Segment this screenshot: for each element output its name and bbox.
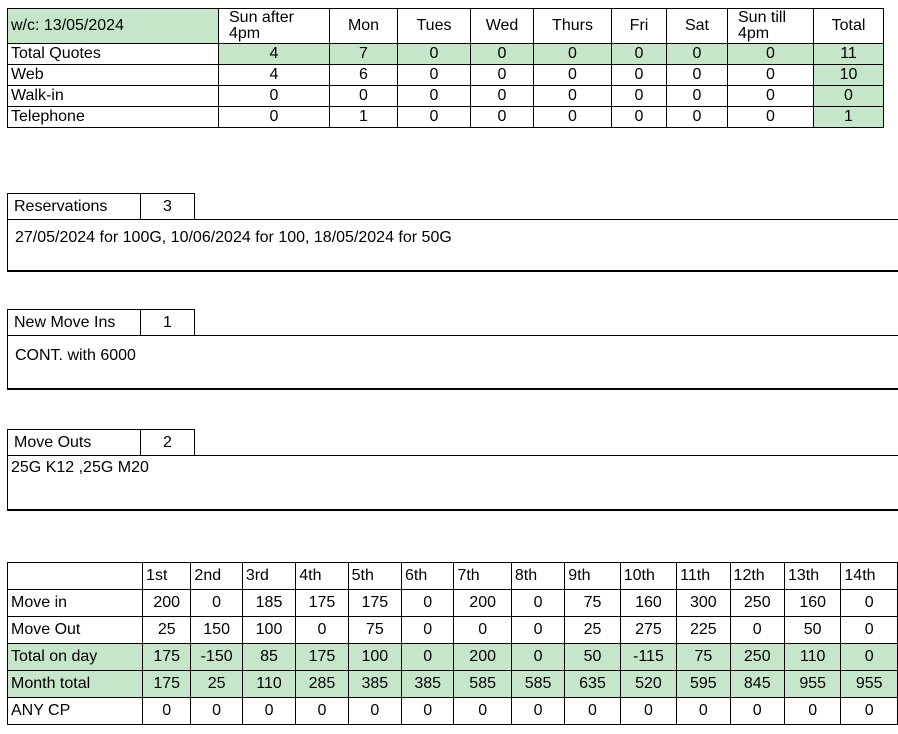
- cell: 0: [841, 590, 898, 617]
- col-sat: Sat: [667, 9, 728, 44]
- day-header: 9th: [565, 563, 620, 590]
- move-outs-box: [7, 433, 898, 511]
- day-header: 2nd: [191, 563, 242, 590]
- reservations-details: 27/05/2024 for 100G, 10/06/2024 for 100, 18/05/2024 for 50G: [15, 229, 452, 246]
- day-header: 1st: [143, 563, 191, 590]
- quotes-table: [7, 8, 884, 128]
- move-outs-details: 25G K12 ,25G M20: [11, 459, 149, 476]
- cell: 585: [511, 671, 564, 698]
- cell: 0: [402, 617, 454, 644]
- daily-row-move-out: [8, 617, 898, 644]
- cell: 0: [841, 644, 898, 671]
- cell: 110: [784, 644, 840, 671]
- day-header: 4th: [296, 563, 348, 590]
- cell: 0: [471, 65, 534, 86]
- total-cell: 11: [814, 44, 884, 65]
- cell: 0: [511, 644, 564, 671]
- cell: 385: [348, 671, 401, 698]
- cell: 250: [730, 590, 784, 617]
- cell: 0: [534, 107, 612, 128]
- cell: 0: [730, 698, 784, 725]
- daily-row-move-in: [8, 590, 898, 617]
- cell: 0: [667, 44, 728, 65]
- cell: 520: [620, 671, 676, 698]
- day-header: 5th: [348, 563, 401, 590]
- cell: 4: [219, 44, 330, 65]
- cell: 0: [511, 617, 564, 644]
- cell: 0: [784, 698, 840, 725]
- cell: 85: [242, 644, 295, 671]
- week-commencing-cell: w/c: 13/05/2024: [8, 9, 219, 44]
- cell: 0: [471, 44, 534, 65]
- daily-row-month-total: [8, 671, 898, 698]
- col-total: Total: [814, 9, 884, 44]
- daily-row-total-on-day: [8, 644, 898, 671]
- row-label: Move Out: [8, 617, 143, 644]
- day-header: 8th: [511, 563, 564, 590]
- day-header: 13th: [784, 563, 840, 590]
- quotes-row-web: [8, 65, 884, 86]
- cell: 0: [191, 698, 242, 725]
- daily-table: [7, 562, 898, 725]
- cell: 25: [191, 671, 242, 698]
- cell: 0: [728, 65, 814, 86]
- cell: 0: [398, 65, 471, 86]
- cell: 635: [565, 671, 620, 698]
- cell: 7: [330, 44, 398, 65]
- col-sun-till-4pm: Sun till 4pm: [728, 9, 814, 44]
- cell: 0: [330, 86, 398, 107]
- quotes-row-total: [8, 44, 884, 65]
- cell: 0: [402, 698, 454, 725]
- cell: 0: [728, 44, 814, 65]
- cell: 0: [348, 698, 401, 725]
- day-header: 6th: [402, 563, 454, 590]
- cell: 100: [348, 644, 401, 671]
- cell: 175: [143, 671, 191, 698]
- cell: 0: [612, 44, 667, 65]
- cell: 160: [620, 590, 676, 617]
- cell: 250: [730, 644, 784, 671]
- cell: 0: [620, 698, 676, 725]
- cell: 0: [667, 107, 728, 128]
- cell: 0: [534, 44, 612, 65]
- cell: 0: [841, 617, 898, 644]
- cell: 0: [612, 86, 667, 107]
- move-outs-label: Move Outs: [7, 429, 141, 455]
- cell: 175: [296, 644, 348, 671]
- cell: 300: [677, 590, 730, 617]
- cell: 100: [242, 617, 295, 644]
- move-outs-count: 2: [141, 429, 195, 455]
- total-cell: 0: [814, 86, 884, 107]
- cell: 0: [219, 86, 330, 107]
- cell: 0: [728, 86, 814, 107]
- move-ins-box: [7, 313, 898, 390]
- cell: 175: [296, 590, 348, 617]
- cell: -115: [620, 644, 676, 671]
- cell: 0: [471, 86, 534, 107]
- cell: 385: [402, 671, 454, 698]
- reservations-box: [7, 197, 898, 272]
- cell: 0: [728, 107, 814, 128]
- cell: 0: [191, 590, 242, 617]
- day-header: 14th: [841, 563, 898, 590]
- col-thurs: Thurs: [534, 9, 612, 44]
- cell: 0: [143, 698, 191, 725]
- total-cell: 1: [814, 107, 884, 128]
- cell: 175: [143, 644, 191, 671]
- cell: 75: [348, 617, 401, 644]
- cell: 0: [730, 617, 784, 644]
- day-header: 7th: [454, 563, 511, 590]
- quotes-header-row: [8, 9, 884, 44]
- cell: 0: [612, 107, 667, 128]
- day-header: 11th: [677, 563, 730, 590]
- row-label: Web: [8, 65, 219, 86]
- reservations-label: Reservations: [7, 193, 141, 219]
- cell: 955: [784, 671, 840, 698]
- day-header: 12th: [730, 563, 784, 590]
- cell: 1: [330, 107, 398, 128]
- row-label: ANY CP: [8, 698, 143, 725]
- cell: 0: [454, 698, 511, 725]
- cell: 185: [242, 590, 295, 617]
- cell: 0: [454, 617, 511, 644]
- total-cell: 10: [814, 65, 884, 86]
- daily-header-row: [8, 563, 898, 590]
- col-mon: Mon: [330, 9, 398, 44]
- move-ins-label: New Move Ins: [7, 309, 141, 335]
- cell: 0: [612, 65, 667, 86]
- cell: 0: [841, 698, 898, 725]
- cell: 200: [454, 590, 511, 617]
- cell: 0: [398, 86, 471, 107]
- cell: 0: [511, 590, 564, 617]
- cell: 0: [402, 590, 454, 617]
- cell: 200: [143, 590, 191, 617]
- cell: 0: [511, 698, 564, 725]
- cell: 275: [620, 617, 676, 644]
- corner-cell: [8, 563, 143, 590]
- daily-row-any-cp: [8, 698, 898, 725]
- cell: 955: [841, 671, 898, 698]
- cell: 150: [191, 617, 242, 644]
- cell: 0: [667, 86, 728, 107]
- cell: 110: [242, 671, 295, 698]
- cell: 175: [348, 590, 401, 617]
- cell: -150: [191, 644, 242, 671]
- col-fri: Fri: [612, 9, 667, 44]
- cell: 160: [784, 590, 840, 617]
- cell: 0: [296, 617, 348, 644]
- cell: 0: [677, 698, 730, 725]
- row-label: Walk-in: [8, 86, 219, 107]
- row-label: Total on day: [8, 644, 143, 671]
- cell: 845: [730, 671, 784, 698]
- cell: 25: [143, 617, 191, 644]
- cell: 50: [784, 617, 840, 644]
- cell: 0: [667, 65, 728, 86]
- cell: 0: [471, 107, 534, 128]
- quotes-row-walkin: [8, 86, 884, 107]
- cell: 0: [534, 86, 612, 107]
- cell: 0: [296, 698, 348, 725]
- col-tues: Tues: [398, 9, 471, 44]
- move-ins-count: 1: [141, 309, 195, 335]
- cell: 75: [565, 590, 620, 617]
- cell: 0: [219, 107, 330, 128]
- cell: 595: [677, 671, 730, 698]
- cell: 285: [296, 671, 348, 698]
- cell: 0: [398, 107, 471, 128]
- cell: 0: [402, 644, 454, 671]
- cell: 6: [330, 65, 398, 86]
- cell: 225: [677, 617, 730, 644]
- cell: 0: [398, 44, 471, 65]
- cell: 0: [242, 698, 295, 725]
- cell: 50: [565, 644, 620, 671]
- day-header: 3rd: [242, 563, 295, 590]
- quotes-row-telephone: [8, 107, 884, 128]
- reservations-count: 3: [141, 193, 195, 219]
- row-label: Month total: [8, 671, 143, 698]
- row-label: Total Quotes: [8, 44, 219, 65]
- col-sun-after-4pm: Sun after 4pm: [219, 9, 330, 44]
- cell: 0: [565, 698, 620, 725]
- cell: 0: [534, 65, 612, 86]
- col-wed: Wed: [471, 9, 534, 44]
- cell: 75: [677, 644, 730, 671]
- move-ins-details: CONT. with 6000: [15, 347, 136, 364]
- cell: 25: [565, 617, 620, 644]
- day-header: 10th: [620, 563, 676, 590]
- cell: 200: [454, 644, 511, 671]
- cell: 4: [219, 65, 330, 86]
- row-label: Telephone: [8, 107, 219, 128]
- cell: 585: [454, 671, 511, 698]
- row-label: Move in: [8, 590, 143, 617]
